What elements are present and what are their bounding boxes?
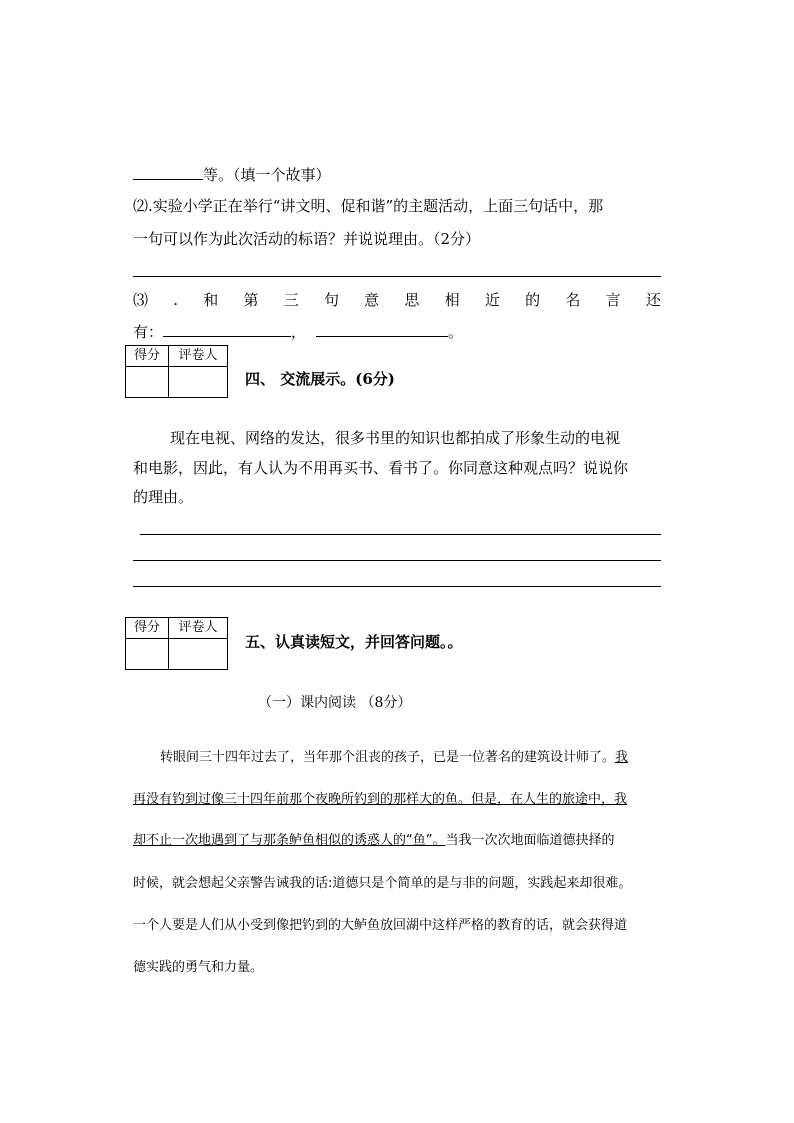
q1-blank[interactable] — [133, 164, 203, 180]
q3-char: 相 — [444, 291, 460, 309]
grader-cell[interactable] — [169, 367, 228, 398]
passage-line-2: 再没有钓到过像三十四年前那个夜晚所钓到的那样大的鱼。但是，在人生的旅途中，我 — [133, 792, 628, 807]
q3-line2 — [133, 321, 463, 342]
q3-char: 言 — [605, 291, 621, 309]
section5-subtitle: （一）课内阅读 （8分） — [258, 695, 412, 711]
q3-char: 意 — [364, 291, 380, 309]
q3-char: 名 — [565, 291, 581, 309]
score-table-section5 — [125, 617, 228, 670]
q3-char: 近 — [484, 291, 500, 309]
section4-body-line2: 和电影，因此，有人认为不用再买书、看书了。你同意这种观点吗？说说你 — [133, 459, 629, 477]
q3-char: 的 — [525, 291, 541, 309]
passage-line-4: 时候，就会想起父亲警告诫我的话:道德只是个简单的是与非的问题，实践起来却很难。 — [133, 876, 632, 891]
score-table-section4 — [125, 345, 228, 398]
score-header: 得分 — [126, 346, 169, 367]
q1-tail-text: 等。（填一个故事） — [203, 166, 331, 184]
q3-blank-1[interactable] — [163, 321, 291, 337]
q3-char: 第 — [243, 291, 259, 309]
q3-sep: ， — [291, 323, 307, 341]
q2-line1: ⑵.实验小学正在举行“讲文明、促和谐”的主题活动，上面三句话中，那 — [133, 197, 604, 215]
passage-line-3 — [133, 829, 615, 848]
score-header: 得分 — [126, 618, 169, 639]
q3-char: 句 — [323, 291, 339, 309]
q2-answer-line[interactable] — [133, 276, 661, 277]
section5-title: 五、认真读短文，并回答问题。。 — [245, 633, 463, 651]
passage-text: 转眼间三十四年过去了，当年那个沮丧的孩子，已是一位著名的建筑设计师了。 — [160, 750, 616, 765]
grader-header: 评卷人 — [169, 346, 228, 367]
section4-body-line1: 现在电视、网络的发达，很多书里的知识也都拍成了形象生动的电视 — [170, 429, 621, 447]
passage-underlined: 却不止一次地遇到了与那条鲈鱼相似的诱惑人的“鱼”。 — [133, 833, 446, 848]
grader-cell[interactable] — [169, 639, 228, 670]
section4-answer-line-3[interactable] — [133, 586, 661, 587]
score-cell[interactable] — [126, 639, 169, 670]
q3-char: 思 — [404, 291, 420, 309]
q1-answer-line[interactable] — [133, 164, 331, 185]
grader-header: 评卷人 — [169, 618, 228, 639]
q3-end: 。 — [448, 323, 464, 341]
section4-body-line3: 的理由。 — [133, 488, 194, 506]
q3-char: . — [173, 291, 179, 309]
q3-char: 还 — [645, 291, 661, 309]
section4-answer-line-2[interactable] — [133, 560, 661, 561]
passage-line-6: 德实践的勇气和力量。 — [133, 960, 264, 975]
section4-title: 四、 交流展示。(6分) — [245, 370, 395, 388]
q2-line2: 一句可以作为此次活动的标语？并说说理由。（2分） — [133, 230, 481, 248]
passage-underlined: 我 — [615, 750, 629, 765]
passage-line-1 — [160, 746, 628, 765]
q3-line1 — [133, 290, 661, 310]
score-cell[interactable] — [126, 367, 169, 398]
section4-answer-line-1[interactable] — [140, 534, 661, 535]
q3-char: 三 — [283, 291, 299, 309]
q3-blank-2[interactable] — [316, 321, 448, 337]
passage-line-5: 一个人要是人们从小受到像把钓到的大鲈鱼放回湖中这样严格的教育的话，就会获得道 — [133, 918, 628, 933]
passage-text: 当我一次次地面临道德抉择的 — [445, 833, 615, 848]
q3-char: ⑶ — [133, 291, 149, 309]
q3-char: 和 — [203, 291, 219, 309]
q3-prefix: 有： — [133, 323, 164, 341]
